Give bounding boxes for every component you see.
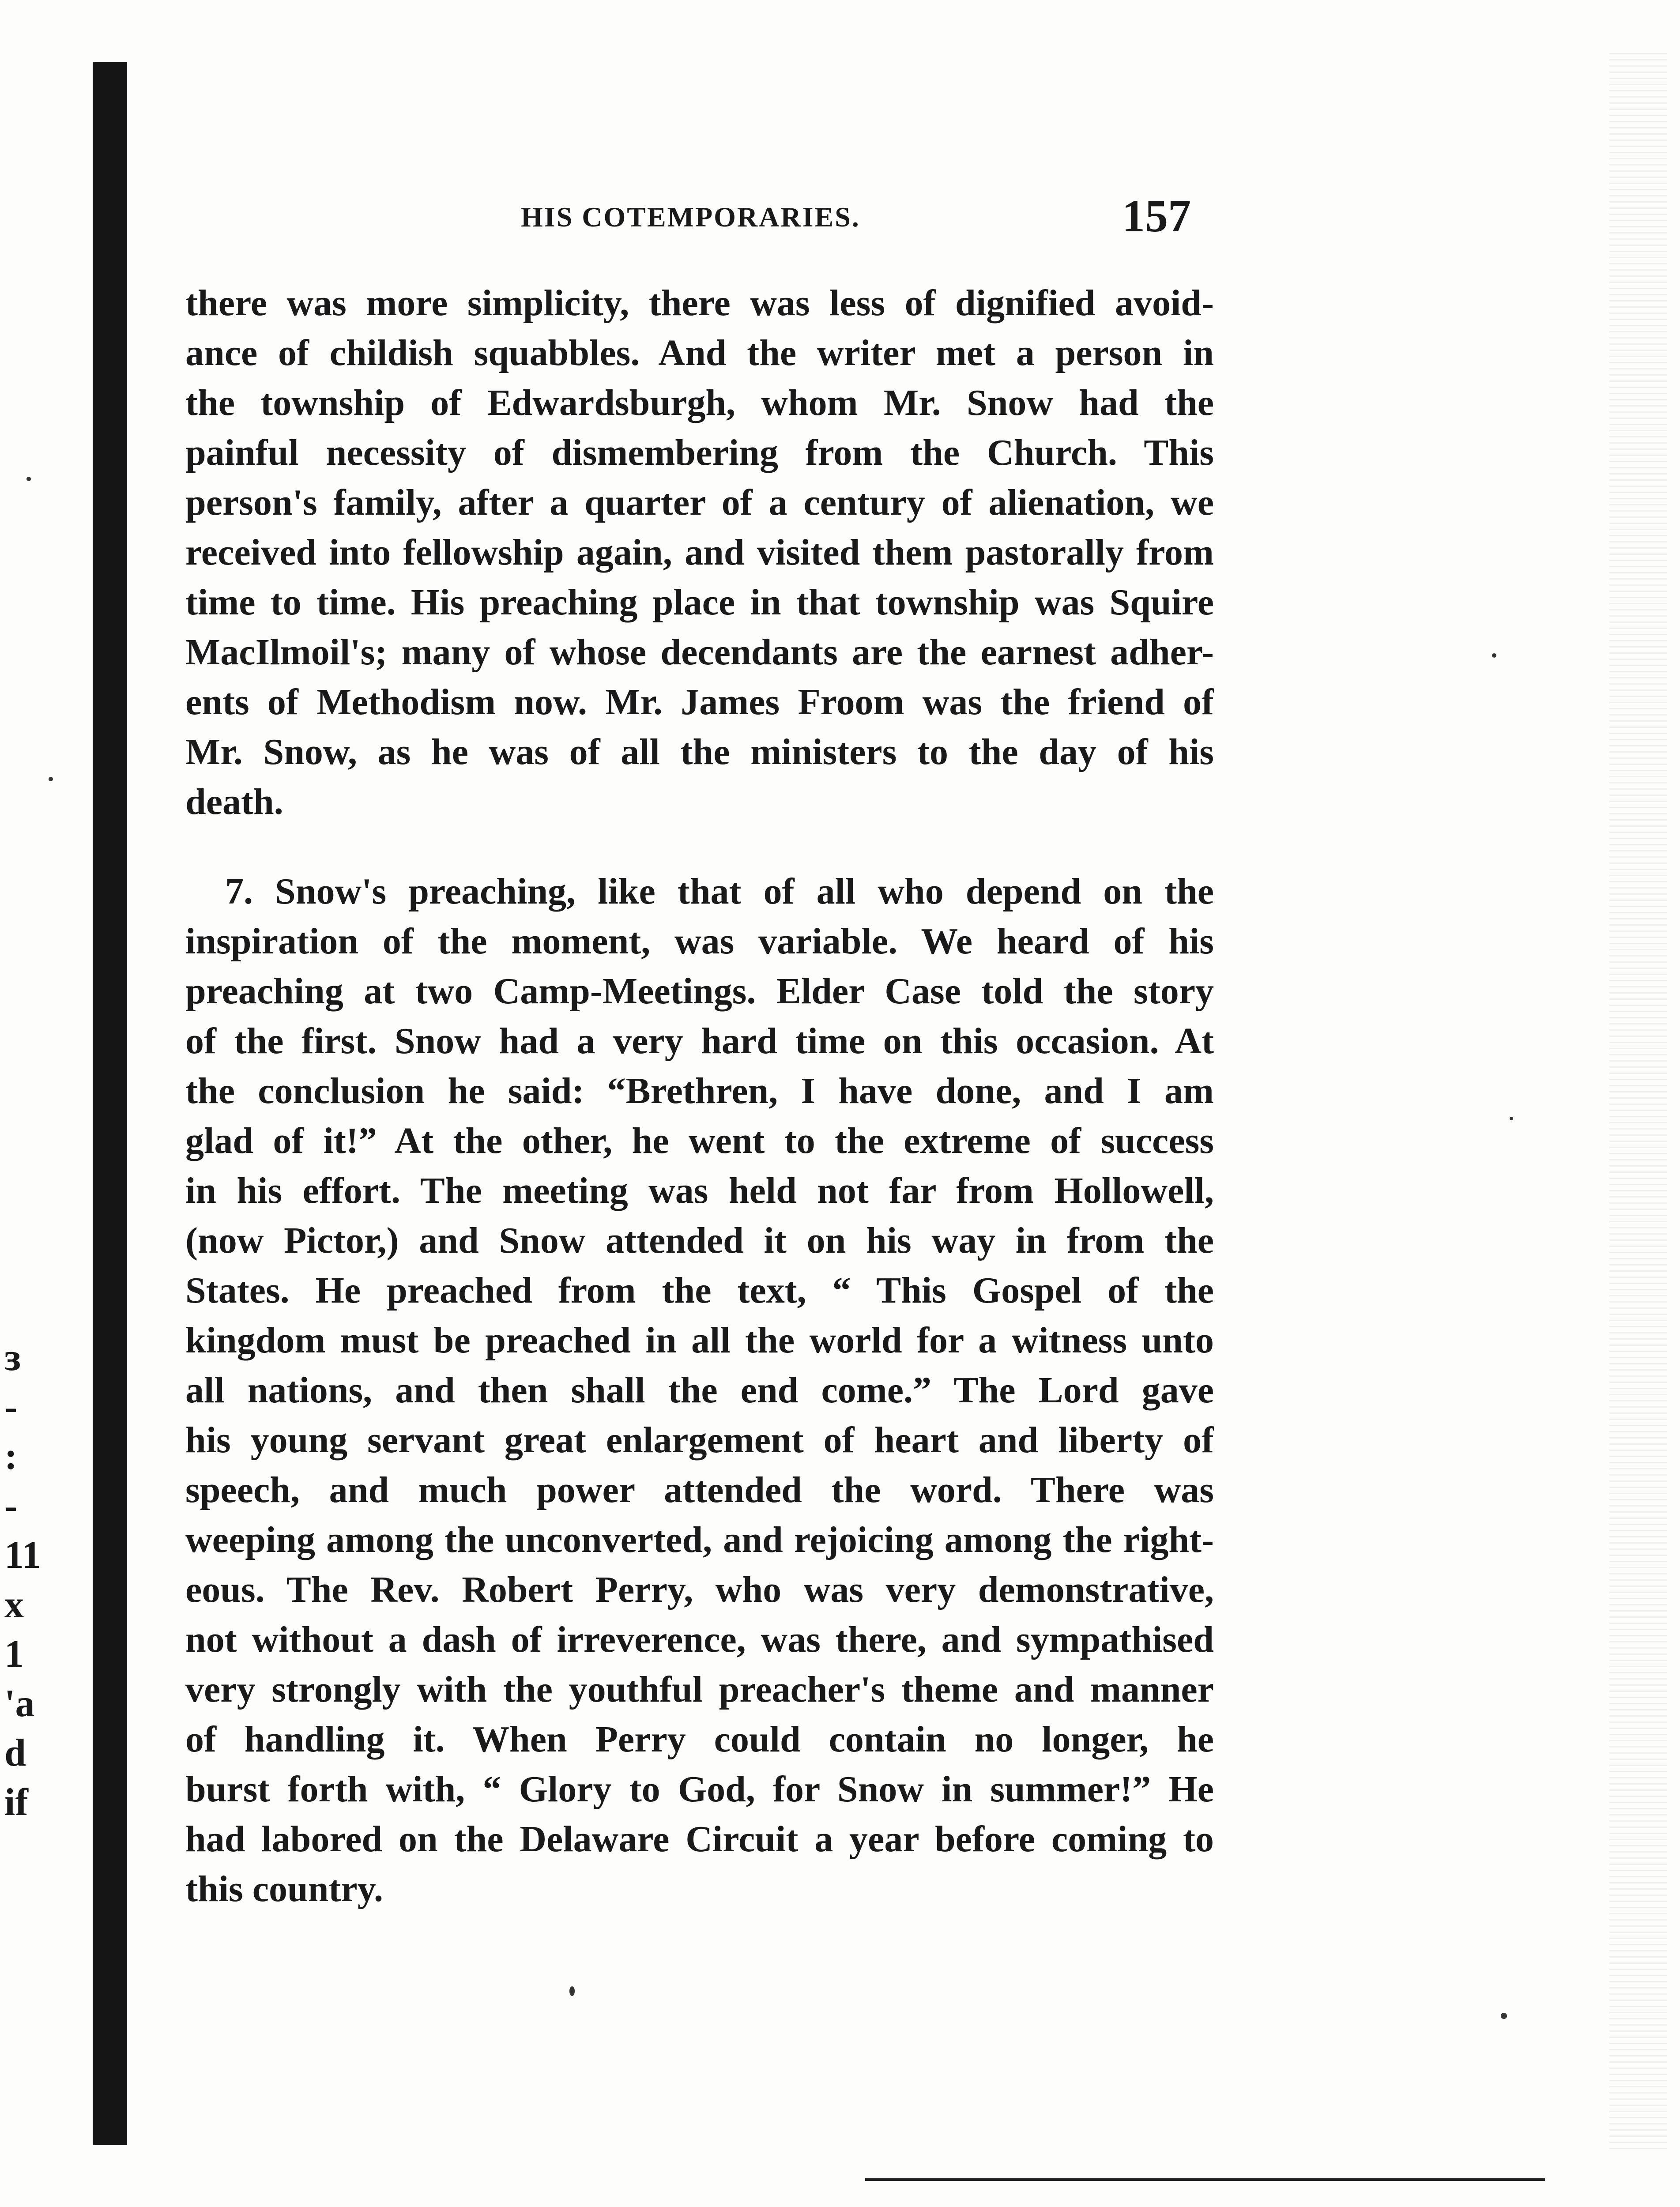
text-line: his young servant great enlargement of heart and liberty of (185, 1420, 1214, 1461)
text-line: weeping among the unconverted, and rejoicing among the right- (185, 1519, 1214, 1560)
gutter-fragment: 'a (4, 1682, 35, 1725)
text-line: glad of it!” At the other, he went to the extreme of success (185, 1120, 1214, 1161)
text-line: of the first. Snow had a very hard time on this occasion. At (185, 1021, 1214, 1062)
text-line: all nations, and then shall the end come.” The Lord gave (185, 1370, 1214, 1411)
scan-edge-rule (865, 2178, 1545, 2181)
text-line: burst forth with, “ Glory to God, for Snow in summer!” He (185, 1769, 1214, 1810)
text-line: person's family, after a quarter of a century of alienation, we (185, 482, 1214, 523)
scan-speck (569, 1986, 575, 1996)
gutter-fragment: - (4, 1386, 18, 1428)
paragraph-gap (185, 827, 1214, 866)
text-line: kingdom must be preached in all the world for a witness unto (185, 1320, 1214, 1361)
text-line: ents of Methodism now. Mr. James Froom was the friend of (185, 682, 1214, 723)
text-line: time to time. His preaching place in that township was Squire (185, 582, 1214, 623)
text-line: of handling it. When Perry could contain no longer, he (185, 1719, 1214, 1760)
text-line: the township of Edwardsburgh, whom Mr. Snow had the (185, 382, 1214, 423)
body-text (185, 278, 1214, 1914)
scan-speck (1501, 2013, 1507, 2019)
gutter-fragment: 1 (4, 1633, 24, 1676)
gutter-fragment: : (4, 1435, 18, 1478)
text-line: painful necessity of dismembering from the Church. This (185, 432, 1214, 473)
text-line: preaching at two Camp-Meetings. Elder Case told the story (185, 971, 1214, 1012)
running-head: HIS COTEMPORARIES. (521, 201, 860, 233)
text-line: not without a dash of irreverence, was there, and sympathised (185, 1619, 1214, 1660)
page-number: 157 (1122, 191, 1191, 241)
text-line: had labored on the Delaware Circuit a year before coming to (185, 1819, 1214, 1860)
text-line: States. He preached from the text, “ This Gospel of the (185, 1270, 1214, 1311)
gutter-fragment: - (4, 1484, 18, 1527)
page-edge-noise (1609, 53, 1667, 2154)
scan-speck (49, 777, 53, 781)
binding-shadow (93, 62, 127, 2145)
text-line: this country. (185, 1868, 384, 1909)
gutter-fragment: if (4, 1781, 28, 1824)
text-line: speech, and much power attended the word. There was (185, 1469, 1214, 1510)
gutter-fragment: 11 (4, 1534, 41, 1577)
text-line: the conclusion he said: “Brethren, I have done, and I am (185, 1070, 1214, 1111)
text-line: 7. Snow's preaching, like that of all who depend on the (225, 871, 1214, 912)
text-line: (now Pictor,) and Snow attended it on his way in from the (185, 1220, 1214, 1261)
paragraph-2 (185, 866, 1214, 1914)
scan-speck (26, 477, 31, 481)
paragraph-1 (185, 278, 1214, 827)
text-line: in his effort. The meeting was held not far from Hollowell, (185, 1170, 1214, 1211)
scan-speck (1510, 1117, 1513, 1120)
text-line: death. (185, 781, 283, 822)
text-line: ance of childish squabbles. And the writer met a person in (185, 332, 1214, 373)
facing-page-fragments (4, 1333, 41, 1827)
text-line: MacIlmoil's; many of whose decendants are the earnest adher- (185, 632, 1214, 673)
gutter-fragment: d (4, 1732, 26, 1774)
gutter-fragment: x (4, 1583, 24, 1626)
scan-speck (1492, 653, 1496, 658)
text-line: Mr. Snow, as he was of all the ministers to the day of his (185, 731, 1214, 772)
text-line: very strongly with the youthful preacher's theme and manner (185, 1669, 1214, 1710)
text-line: eous. The Rev. Robert Perry, who was very demonstrative, (185, 1569, 1214, 1610)
gutter-fragment: ɜ (4, 1336, 21, 1379)
text-line: there was more simplicity, there was less of dignified avoid- (185, 282, 1214, 324)
text-line: received into fellowship again, and visited them pastorally from (185, 532, 1214, 573)
text-line: inspiration of the moment, was variable. We heard of his (185, 921, 1214, 962)
